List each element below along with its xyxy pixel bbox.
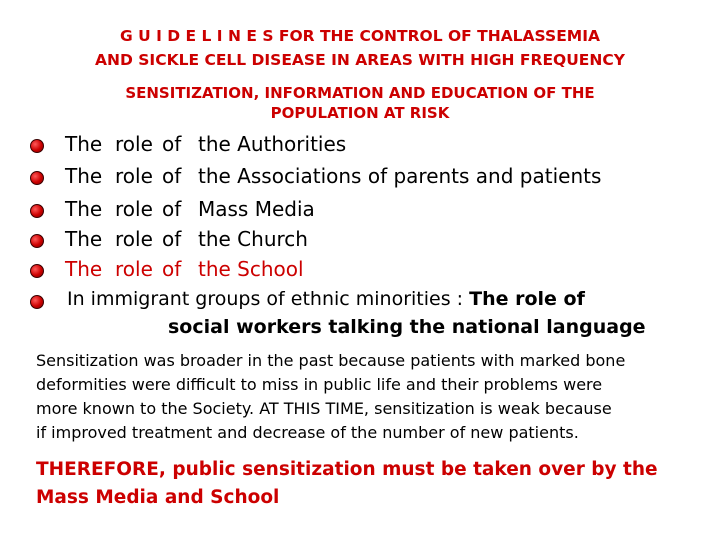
role-word-role: role — [115, 164, 153, 188]
sensitization-paragraph — [36, 349, 706, 445]
role-word-the: The — [65, 227, 103, 251]
role-word-the: The — [65, 257, 103, 281]
role-word-of: of — [162, 197, 182, 221]
role-word-role: role — [115, 132, 153, 156]
role-word-of: of — [162, 257, 182, 281]
role-word-of: of — [162, 227, 182, 251]
role-word-role: role — [115, 227, 153, 251]
role-word-role: role — [115, 197, 153, 221]
role-subject: the Associations of parents and patients — [198, 164, 602, 188]
bullet-icon — [30, 139, 44, 153]
conclusion-line: Mass Media and School — [36, 487, 280, 508]
subtitle-line-2: POPULATION AT RISK — [270, 104, 450, 122]
list-item — [0, 195, 720, 225]
list-item — [0, 130, 720, 160]
role-word-role: role — [115, 257, 153, 281]
role-word-the: The — [65, 132, 103, 156]
bullet-icon — [30, 295, 44, 309]
bullet-icon — [30, 264, 44, 278]
title-line-2: AND SICKLE CELL DISEASE IN AREAS WITH HIGH FREQUENCY — [95, 51, 625, 69]
immigrant-continuation: social workers talking the national language — [168, 316, 646, 338]
bullet-icon — [30, 204, 44, 218]
role-word-the: The — [65, 164, 103, 188]
role-word-of: of — [162, 132, 182, 156]
immigrant-item-text — [67, 288, 585, 310]
list-item — [0, 255, 720, 285]
paragraph-line: deformities were difficult to miss in public life and their problems were — [36, 375, 603, 394]
list-item — [0, 162, 720, 192]
paragraph-line: more known to the Society. AT THIS TIME, sensitization is weak because — [36, 399, 612, 418]
slide-title — [0, 24, 720, 72]
role-subject: the School — [198, 257, 304, 281]
immigrant-prefix: In immigrant groups of ethnic minorities : — [67, 288, 470, 310]
role-subject: the Church — [198, 227, 308, 251]
subtitle-line-1: SENSITIZATION, INFORMATION AND EDUCATION OF THE — [125, 84, 595, 102]
role-word-of: of — [162, 164, 182, 188]
section-subtitle — [40, 83, 680, 123]
immigrant-bold-text: The role of — [469, 288, 585, 310]
conclusion-line: THEREFORE, public sensitization must be taken over by the — [36, 459, 658, 480]
bullet-icon — [30, 234, 44, 248]
conclusion-text — [36, 456, 706, 512]
list-item — [0, 286, 720, 316]
paragraph-line: if improved treatment and decrease of the number of new patients. — [36, 423, 579, 442]
paragraph-line: Sensitization was broader in the past because patients with marked bone — [36, 351, 626, 370]
bullet-icon — [30, 171, 44, 185]
title-line-1: G U I D E L I N E S FOR THE CONTROL OF THALASSEMIA — [120, 27, 600, 45]
role-subject: Mass Media — [198, 197, 315, 221]
role-subject: the Authorities — [198, 132, 347, 156]
role-word-the: The — [65, 197, 103, 221]
list-item — [0, 225, 720, 255]
